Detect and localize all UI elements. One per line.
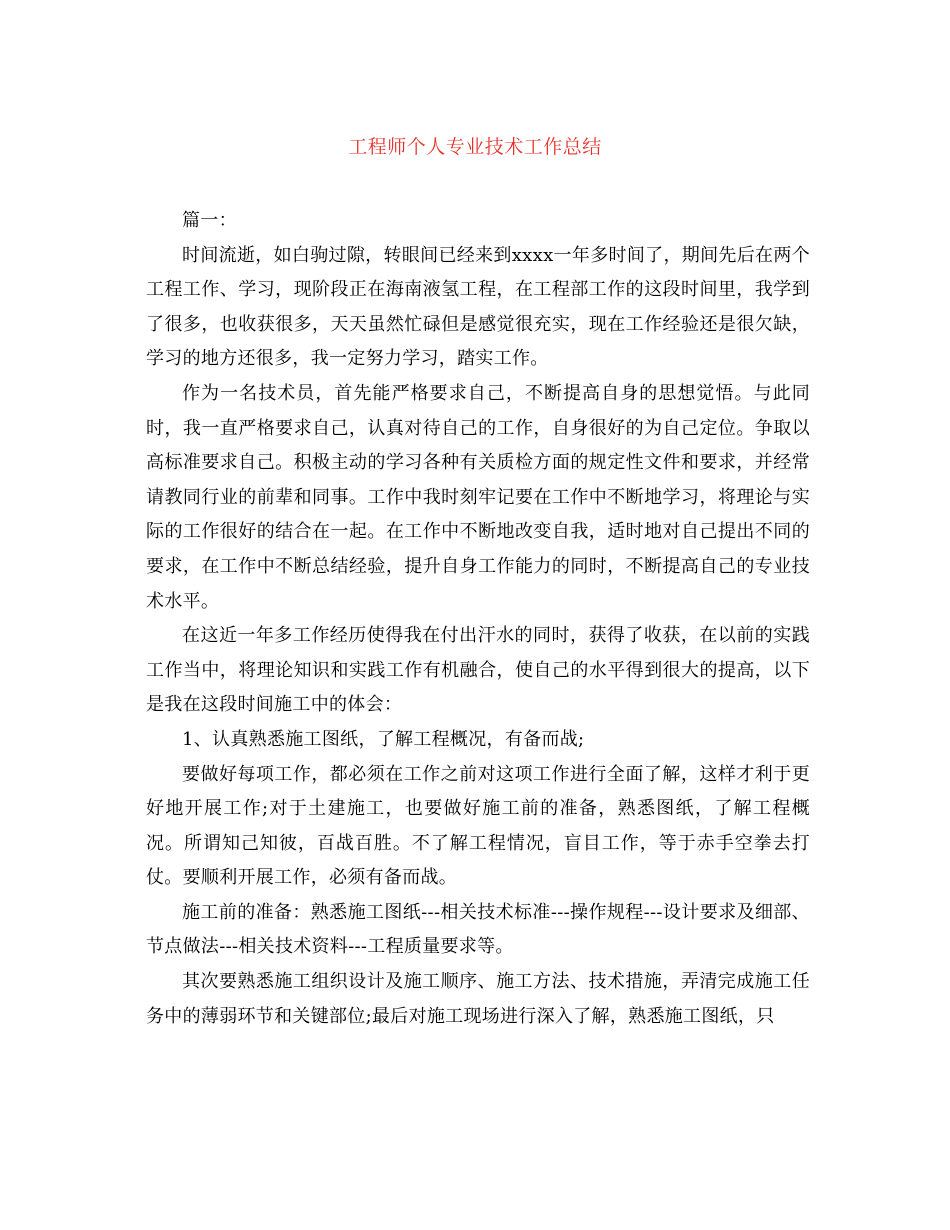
paragraph: 作为一名技术员，首先能严格要求自己，不断提高自身的思想觉悟。与此同时，我一直严格要求自己，认真对待自己的工作，自身很好的为自己定位。争取以高标准要求自己。积极主动的学习各种有关质检方面的规定性文件和要求，并经常请教同行业的前辈和同事。工作中我时刻牢记要在工作中不断地学习，将理论与实际的工作很好的结合在一起。在工作中不断地改变自我，适时地对自己提出不同的要求，在工作中不断总结经验，提升自身工作能力的同时，不断提高自己的专业技术水平。 <box>146 382 810 612</box>
paragraph: 时间流逝，如白驹过隙，转眼间已经来到xxxx一年多时间了，期间先后在两个工程工作、学习，现阶段正在海南液氢工程，在工程部工作的这段时间里，我学到了很多，也收获很多，天天虽然忙碌但是感觉很充实，现在工作经验还是很欠缺，学习的地方还很多，我一定努力学习，踏实工作。 <box>146 244 810 370</box>
paragraph: 要做好每项工作，都必须在工作之前对这项工作进行全面了解，这样才利于更好地开展工作;对于土建施工，也要做好施工前的准备，熟悉图纸，了解工程概况。所谓知己知彼，百战百胜。不了解工程情况，盲目工作，等于赤手空拳去打仗。要顺利开展工作，必须有备而战。 <box>146 763 810 889</box>
section-heading: 篇一： <box>182 210 237 231</box>
paragraph: 施工前的准备：熟悉施工图纸---相关技术标准---操作规程---设计要求及细部、节点做法---相关技术资料---工程质量要求等。 <box>146 901 810 958</box>
document-body <box>146 204 810 1034</box>
paragraph: 其次要熟悉施工组织设计及施工顺序、施工方法、技术措施，弄清完成施工任务中的薄弱环节和关键部位;最后对施工现场进行深入了解，熟悉施工图纸，只 <box>146 971 810 1027</box>
document-title: 工程师个人专业技术工作总结 <box>348 136 602 158</box>
list-item-heading: 1、认真熟悉施工图纸，了解工程概况，有备而战; <box>182 728 585 750</box>
paragraph: 在这近一年多工作经历使得我在付出汗水的同时，获得了收获，在以前的实践工作当中，将理论知识和实践工作有机融合，使自己的水平得到很大的提高，以下是我在这段时间施工中的体会： <box>146 625 810 716</box>
